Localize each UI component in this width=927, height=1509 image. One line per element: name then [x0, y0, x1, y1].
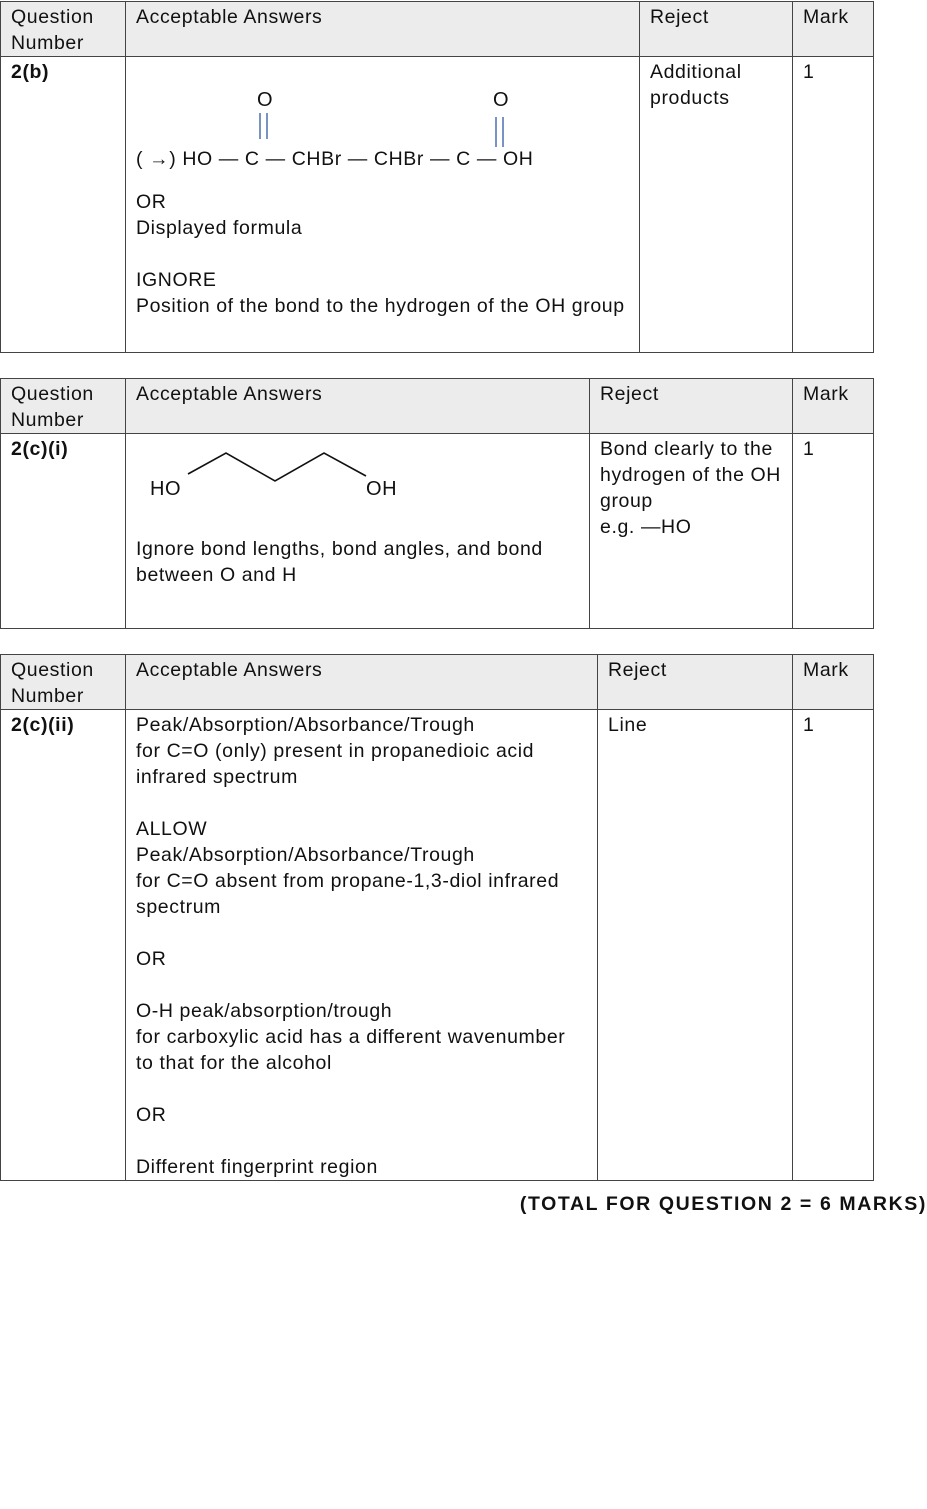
mark-cell: 1	[793, 434, 874, 629]
answer-line: OR	[136, 191, 167, 213]
header-question-number: Question Number	[1, 2, 126, 57]
question-total: (TOTAL FOR QUESTION 2 = 6 MARKS)	[519, 1193, 927, 1215]
answer-line: OR	[136, 1104, 167, 1126]
table-row	[1, 434, 874, 629]
answer-line: Peak/Absorption/Absorbance/Trough	[136, 714, 475, 736]
structural-formula	[136, 59, 629, 189]
answer-line: Different fingerprint region	[136, 1156, 378, 1178]
answer-line: Ignore bond lengths, bond angles, and bond between O and H	[136, 538, 549, 586]
answer-line: OR	[136, 948, 167, 970]
answer-line	[136, 1128, 587, 1154]
answer-line	[136, 920, 587, 946]
reject-line: e.g. —HO	[600, 516, 692, 538]
reject-cell	[590, 434, 793, 629]
carbon-chain	[188, 453, 366, 481]
reject-cell: Line	[598, 710, 793, 1181]
header-reject: Reject	[598, 655, 793, 710]
acceptable-answers-cell	[126, 57, 640, 353]
markscheme-table-2cii	[0, 654, 874, 1181]
answer-line	[136, 1076, 587, 1102]
formula-oxygen-left: O	[257, 89, 274, 111]
header-mark: Mark	[793, 2, 874, 57]
header-reject: Reject	[590, 379, 793, 434]
acceptable-answers-cell	[126, 434, 590, 629]
answer-line	[136, 241, 629, 267]
question-number: 2(c)(i)	[1, 434, 126, 629]
answer-line: IGNORE	[136, 269, 217, 291]
question-number: 2(c)(ii)	[1, 710, 126, 1181]
table-header-row	[1, 655, 874, 710]
hydroxyl-left-label: HO	[150, 478, 182, 500]
header-mark: Mark	[793, 655, 874, 710]
formula-main-line: ( →) HO — C — CHBr — CHBr — C — OH	[136, 148, 534, 170]
header-mark: Mark	[793, 379, 874, 434]
table-header-row	[1, 2, 874, 57]
answer-line: for carboxylic acid has a different wavenumber to that for the alcohol	[136, 1026, 572, 1074]
answer-line: Displayed formula	[136, 217, 303, 239]
table-row	[1, 57, 874, 353]
table-row	[1, 710, 874, 1181]
answer-line: Peak/Absorption/Absorbance/Trough	[136, 844, 475, 866]
header-acceptable-answers: Acceptable Answers	[126, 2, 640, 57]
reject-cell: Additional products	[640, 57, 793, 353]
header-acceptable-answers: Acceptable Answers	[126, 655, 598, 710]
answer-line: for C=O (only) present in propanedioic acid infrared spectrum	[136, 740, 541, 788]
answer-line: O-H peak/absorption/trough	[136, 1000, 393, 1022]
reject-line: Bond clearly to the hydrogen of the OH group	[600, 438, 788, 512]
header-reject: Reject	[640, 2, 793, 57]
answer-line	[136, 972, 587, 998]
header-question-number: Question Number	[1, 379, 126, 434]
table-header-row	[1, 379, 874, 434]
mark-cell: 1	[793, 57, 874, 353]
header-acceptable-answers: Acceptable Answers	[126, 379, 590, 434]
formula-diagram	[136, 59, 636, 189]
hydroxyl-right-label: OH	[366, 478, 398, 500]
markscheme-table-2b	[0, 1, 874, 353]
mark-cell: 1	[793, 710, 874, 1181]
header-question-number: Question Number	[1, 655, 126, 710]
acceptable-answers-cell	[126, 710, 598, 1181]
question-number: 2(b)	[1, 57, 126, 353]
answer-line: Position of the bond to the hydrogen of the OH group	[136, 295, 625, 317]
skeletal-formula-diagram	[136, 436, 436, 536]
skeletal-structure	[136, 436, 579, 536]
answer-line: for C=O absent from propane-1,3-diol infrared spectrum	[136, 870, 566, 918]
markscheme-table-2ci	[0, 378, 874, 629]
answer-line	[136, 790, 587, 816]
answer-line: ALLOW	[136, 818, 208, 840]
formula-oxygen-right: O	[493, 89, 510, 111]
